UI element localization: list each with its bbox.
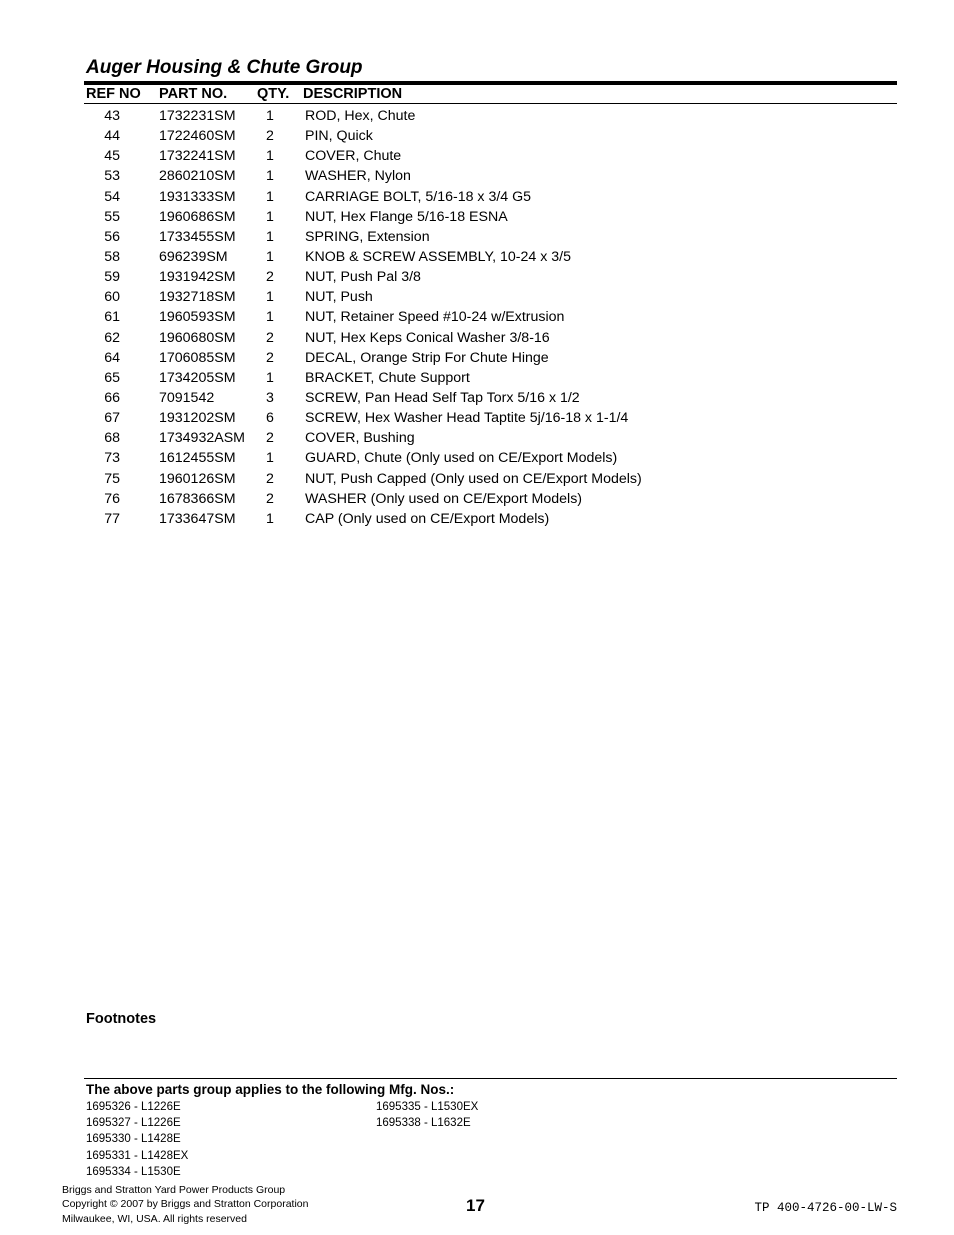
table-row bbox=[0, 167, 954, 187]
qty-cell: 3 bbox=[266, 389, 274, 406]
part-no-cell: 1732231SM bbox=[159, 108, 236, 124]
part-no-cell: 1722460SM bbox=[159, 128, 236, 145]
ref-no-cell: 60 bbox=[104, 289, 120, 306]
ref-no-cell: 77 bbox=[104, 510, 120, 527]
part-no-cell: 1734205SM bbox=[159, 369, 236, 386]
part-no-cell: 2860210SM bbox=[159, 168, 236, 185]
ref-no-cell: 68 bbox=[104, 430, 120, 447]
table-row bbox=[0, 409, 954, 429]
part-no-cell: 1732241SM bbox=[159, 148, 236, 165]
table-row bbox=[0, 470, 954, 490]
ref-no-cell: 45 bbox=[104, 148, 120, 165]
table-row bbox=[0, 510, 954, 530]
col-ref-header: REF NO bbox=[86, 86, 141, 102]
ref-no-cell: 55 bbox=[104, 208, 120, 225]
ref-no-cell: 43 bbox=[104, 108, 120, 124]
ref-no-cell: 61 bbox=[104, 309, 120, 326]
applies-heading: The above parts group applies to the following Mfg. Nos.: bbox=[86, 1082, 455, 1097]
part-no-cell: 7091542 bbox=[159, 389, 215, 406]
table-row bbox=[0, 429, 954, 449]
col-qty-header: QTY. bbox=[257, 86, 290, 102]
part-no-cell: 1678366SM bbox=[159, 490, 236, 507]
table-row bbox=[0, 389, 954, 409]
description-cell: NUT, Push Pal 3/8 bbox=[305, 269, 421, 286]
ref-no-cell: 62 bbox=[104, 329, 120, 346]
mfg-number: 1695338 - L1632E bbox=[376, 1117, 471, 1130]
mfg-list-left bbox=[86, 1099, 188, 1180]
ref-no-cell: 54 bbox=[104, 188, 120, 205]
qty-cell: 2 bbox=[266, 329, 274, 346]
document-id: TP 400-4726-00-LW-S bbox=[754, 1201, 897, 1215]
description-cell: CAP (Only used on CE/Export Models) bbox=[305, 510, 550, 527]
table-row bbox=[0, 369, 954, 389]
description-cell: COVER, Chute bbox=[305, 148, 402, 165]
table-row bbox=[0, 288, 954, 308]
table-row bbox=[0, 349, 954, 369]
description-cell: NUT, Hex Flange 5/16-18 ESNA bbox=[305, 208, 508, 225]
mfg-number: 1695327 - L1226E bbox=[86, 1117, 181, 1130]
qty-cell: 2 bbox=[266, 349, 274, 366]
qty-cell: 1 bbox=[266, 289, 274, 306]
part-no-cell: 1932718SM bbox=[159, 289, 236, 306]
part-no-cell: 1931942SM bbox=[159, 269, 236, 286]
part-no-cell: 1960593SM bbox=[159, 309, 236, 326]
qty-cell: 2 bbox=[266, 470, 274, 487]
table-row bbox=[0, 107, 954, 127]
col-desc-header: DESCRIPTION bbox=[303, 86, 403, 102]
qty-cell: 6 bbox=[266, 410, 274, 427]
qty-cell: 1 bbox=[266, 228, 274, 245]
ref-no-cell: 76 bbox=[104, 490, 120, 507]
section-title: Auger Housing & Chute Group bbox=[86, 57, 363, 78]
mfg-number: 1695334 - L1530E bbox=[86, 1165, 181, 1178]
description-cell: CARRIAGE BOLT, 5/16-18 x 3/4 G5 bbox=[305, 188, 532, 205]
mfg-number: 1695330 - L1428E bbox=[86, 1133, 181, 1146]
description-cell: NUT, Retainer Speed #10-24 w/Extrusion bbox=[305, 309, 565, 326]
part-no-cell: 1960686SM bbox=[159, 208, 236, 225]
qty-cell: 2 bbox=[266, 430, 274, 447]
part-no-cell: 1612455SM bbox=[159, 450, 236, 467]
description-cell: WASHER, Nylon bbox=[305, 168, 411, 185]
ref-no-cell: 58 bbox=[104, 248, 120, 265]
description-cell: SPRING, Extension bbox=[305, 228, 430, 245]
part-no-cell: 1931202SM bbox=[159, 410, 236, 427]
col-part-header: PART NO. bbox=[159, 86, 228, 102]
qty-cell: 1 bbox=[266, 369, 274, 386]
footnotes-heading: Footnotes bbox=[86, 1011, 157, 1027]
title-rule bbox=[84, 81, 897, 85]
table-row bbox=[0, 308, 954, 328]
description-cell: SCREW, Pan Head Self Tap Torx 5/16 x 1/2 bbox=[305, 389, 580, 406]
description-cell: GUARD, Chute (Only used on CE/Export Models) bbox=[305, 450, 618, 467]
part-no-cell: 1960126SM bbox=[159, 470, 236, 487]
table-row bbox=[0, 449, 954, 469]
ref-no-cell: 64 bbox=[104, 349, 120, 366]
description-cell: SCREW, Hex Washer Head Taptite 5j/16-18 x 1-1/4 bbox=[305, 410, 629, 427]
part-no-cell: 1960680SM bbox=[159, 329, 236, 346]
table-row bbox=[0, 268, 954, 288]
qty-cell: 2 bbox=[266, 128, 274, 145]
ref-no-cell: 56 bbox=[104, 228, 120, 245]
page-number: 17 bbox=[466, 1196, 485, 1215]
mfg-list-right bbox=[376, 1099, 478, 1131]
qty-cell: 1 bbox=[266, 208, 274, 225]
description-cell: WASHER (Only used on CE/Export Models) bbox=[305, 490, 583, 507]
qty-cell: 2 bbox=[266, 490, 274, 507]
ref-no-cell: 67 bbox=[104, 410, 120, 427]
qty-cell: 1 bbox=[266, 148, 274, 165]
part-no-cell: 696239SM bbox=[159, 248, 228, 265]
part-no-cell: 1733647SM bbox=[159, 510, 236, 527]
mfg-number: 1695331 - L1428EX bbox=[86, 1149, 189, 1162]
ref-no-cell: 59 bbox=[104, 269, 120, 286]
description-cell: DECAL, Orange Strip For Chute Hinge bbox=[305, 349, 549, 366]
table-row bbox=[0, 188, 954, 208]
qty-cell: 1 bbox=[266, 188, 274, 205]
qty-cell: 1 bbox=[266, 108, 274, 124]
ref-no-cell: 73 bbox=[104, 450, 120, 467]
table-row bbox=[0, 248, 954, 268]
description-cell: PIN, Quick bbox=[305, 128, 373, 145]
description-cell: KNOB & SCREW ASSEMBLY, 10-24 x 3/5 bbox=[305, 248, 571, 265]
qty-cell: 1 bbox=[266, 168, 274, 185]
part-no-cell: 1733455SM bbox=[159, 228, 236, 245]
ref-no-cell: 44 bbox=[104, 128, 120, 145]
ref-no-cell: 53 bbox=[104, 168, 120, 185]
table-row bbox=[0, 228, 954, 248]
header-rule bbox=[84, 103, 897, 104]
qty-cell: 1 bbox=[266, 450, 274, 467]
description-cell: ROD, Hex, Chute bbox=[305, 108, 416, 124]
table-header bbox=[84, 86, 897, 103]
company-line: Milwaukee, WI, USA. All rights reserved bbox=[62, 1212, 247, 1225]
table-row bbox=[0, 490, 954, 510]
description-cell: NUT, Push Capped (Only used on CE/Export Models) bbox=[305, 470, 642, 487]
qty-cell: 1 bbox=[266, 309, 274, 326]
part-no-cell: 1734932ASM bbox=[159, 430, 245, 447]
qty-cell: 1 bbox=[266, 248, 274, 265]
company-line: Briggs and Stratton Yard Power Products Group bbox=[62, 1184, 286, 1196]
ref-no-cell: 66 bbox=[104, 389, 120, 406]
table-row bbox=[0, 147, 954, 167]
table-row bbox=[0, 208, 954, 228]
qty-cell: 1 bbox=[266, 510, 274, 527]
table-row bbox=[0, 329, 954, 349]
mfg-rule bbox=[84, 1078, 897, 1079]
part-no-cell: 1931333SM bbox=[159, 188, 236, 205]
description-cell: NUT, Hex Keps Conical Washer 3/8-16 bbox=[305, 329, 550, 346]
part-no-cell: 1706085SM bbox=[159, 349, 236, 366]
description-cell: NUT, Push bbox=[305, 289, 373, 306]
ref-no-cell: 75 bbox=[104, 470, 120, 487]
parts-table bbox=[0, 107, 954, 530]
qty-cell: 2 bbox=[266, 269, 274, 286]
table-row bbox=[0, 127, 954, 147]
mfg-number: 1695326 - L1226E bbox=[86, 1101, 181, 1113]
company-line: Copyright © 2007 by Briggs and Stratton Corporation bbox=[62, 1198, 309, 1211]
company-info bbox=[62, 1183, 308, 1226]
description-cell: COVER, Bushing bbox=[305, 430, 415, 447]
description-cell: BRACKET, Chute Support bbox=[305, 369, 470, 386]
ref-no-cell: 65 bbox=[104, 369, 120, 386]
mfg-number: 1695335 - L1530EX bbox=[376, 1101, 479, 1113]
